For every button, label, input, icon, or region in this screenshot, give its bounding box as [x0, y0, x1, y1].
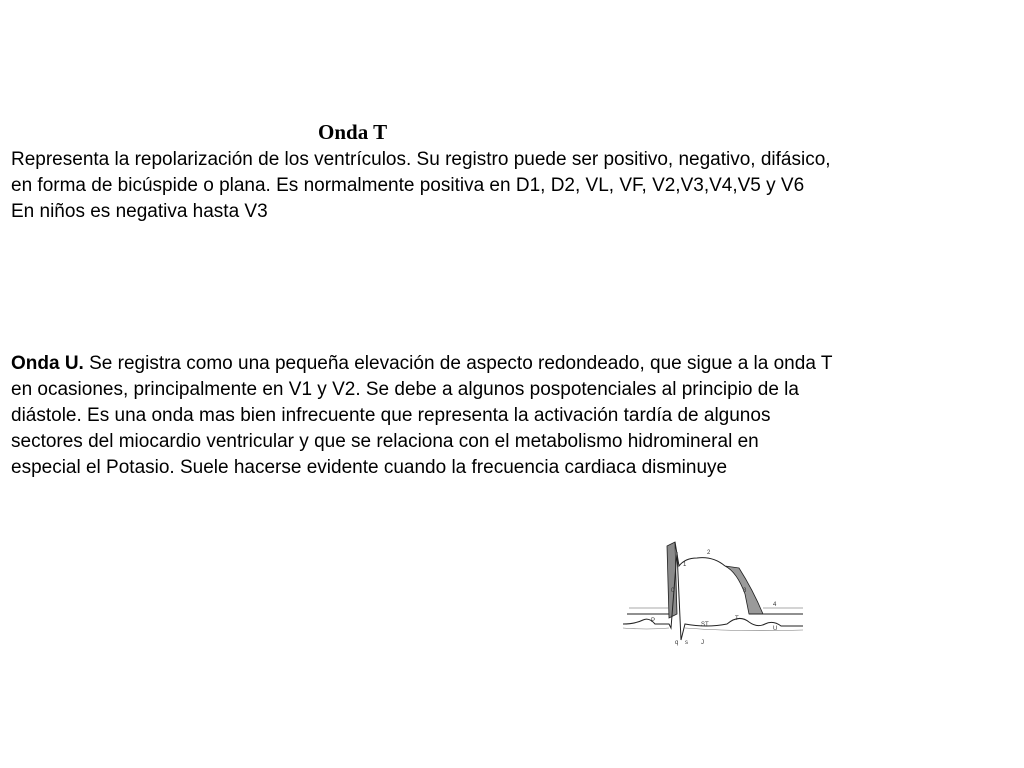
onda-u-line-5: especial el Potasio. Suele hacerse evidente cuando la frecuencia cardiaca disminuye [11, 457, 728, 478]
onda-t-line-1: Representa la repolarización de los ventrículos. Su registro puede ser positivo, negativo, difásico, [11, 149, 831, 170]
phase-label-3: 3 [743, 588, 747, 594]
wave-label-p: P [651, 618, 656, 624]
phase-label-2: 2 [707, 550, 711, 556]
onda-u-line-1 [11, 351, 1021, 377]
onda-t-heading: Onda T [318, 120, 388, 144]
wave-label-t: T [735, 616, 739, 622]
bottom-label-j: J [701, 640, 704, 646]
phase-0-band [667, 542, 677, 618]
onda-t-line-3: En niños es negativa hasta V3 [11, 201, 268, 222]
onda-u-lead: Onda U. [11, 353, 84, 374]
onda-u-line-2: en ocasiones, principalmente en V1 y V2. Se debe a algunos pospotenciales al principio de la [11, 379, 799, 400]
onda-t-line-2: en forma de bicúspide o plana. Es normalmente positiva en D1, D2, VL, VF, V2,V3,V4,V5 y V6 [11, 175, 805, 196]
onda-u-line-4: sectores del miocardio ventricular y que se relaciona con el metabolismo hidromineral en [11, 431, 759, 452]
diagram-svg [617, 532, 807, 654]
phase-label-1: 1 [683, 562, 687, 568]
phase-label-0: 0 [671, 588, 675, 594]
onda-u-line-1-text: Se registra como una pequeña elevación de aspecto redondeado, que sigue a la onda T [83, 353, 833, 374]
wave-label-u: U [773, 626, 778, 632]
bottom-label-s: s [685, 640, 688, 646]
onda-t-paragraph [11, 147, 1021, 225]
wave-label-st: ST [701, 622, 709, 628]
bottom-label-q: q [675, 640, 679, 646]
onda-u-line-3: diástole. Es una onda mas bien infrecuente que representa la activación tardía de algunos [11, 405, 771, 426]
phase-label-4: 4 [773, 602, 777, 608]
onda-u-paragraph [11, 351, 1021, 481]
action-potential-ecg-diagram [617, 532, 807, 654]
